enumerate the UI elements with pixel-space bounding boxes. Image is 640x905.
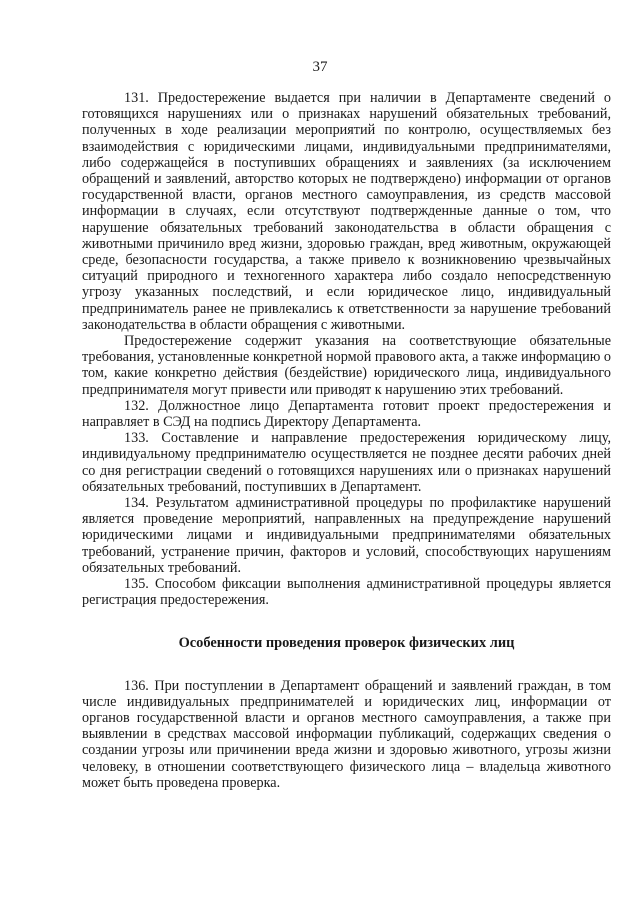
paragraph-131: 131. Предостережение выдается при наличии в Департаменте сведений о готовящихся нарушениях или о признаках нарушений обязательных требований, полученных в ходе реализации мероприятий по контролю, осуществляемых без взаимодействия с юридическими лицами, индивидуальными предпринимателями, либо содержащейся в поступивших обращениях и заявлениях (за исключением обращений и заявлений, авторство которых не подтверждено) информации от органов государственной власти, органов местного самоуправления, из средств массовой информации в случаях, если отсутствуют подтвержденные данные о том, что нарушение обязательных требований законодательства в области обращения с животными причинило вред жизни, здоровью граждан, вред животным, окружающей среде, безопасности государства, а также привело к возникновению чрезвычайных ситуаций природного и техногенного характера либо создало непосредственную угрозу указанных последствий, и если юридическое лицо, индивидуальный предприниматель ранее не привлекались к ответственности за нарушение требований законодательства в области обращения с животными. <box>82 90 611 333</box>
paragraph-133: 133. Составление и направление предостережения юридическому лицу, индивидуальному предпринимателю осуществляется не позднее десяти рабочих дней со дня регистрации сведений о готовящихся нарушениях или о признаках нарушений обязательных требований, поступивших в Департамент. <box>82 430 611 495</box>
section-heading: Особенности проведения проверок физических лиц <box>178 634 515 651</box>
page-content <box>82 90 611 791</box>
paragraph-136: 136. При поступлении в Департамент обращений и заявлений граждан, в том числе индивидуальных предпринимателей и юридических лиц, информации от органов государственной власти и органов местного самоуправления, а также при выявлении в средствах массовой информации публикаций, содержащих сведения о создании угрозы или причинении вреда жизни и здоровью животного, угрозы жизни человеку, в отношении соответствующего физического лица – владельца животного может быть проведена проверка. <box>82 677 611 791</box>
page-number: 37 <box>312 59 328 75</box>
paragraph-134: 134. Результатом административной процедуры по профилактике нарушений является проведение мероприятий, направленных на предупреждение нарушений юридическими лицами и индивидуальными предпринимателями обязательных требований, устранение причин, факторов и условий, способствующих нарушениям обязательных требований. <box>82 495 611 576</box>
paragraph-135: 135. Способом фиксации выполнения административной процедуры является регистрация предостережения. <box>82 576 611 609</box>
paragraph-132: 132. Должностное лицо Департамента готовит проект предостережения и направляет в СЭД на подпись Директору Департамента. <box>82 397 611 431</box>
paragraph-warning-content: Предостережение содержит указания на соответствующие обязательные требования, установленные конкретной нормой правового акта, а также информацию о том, какие конкретно действия (бездействие) юридического лица, индивидуального предпринимателя могут привести или приводят к нарушению этих требований. <box>82 333 611 398</box>
